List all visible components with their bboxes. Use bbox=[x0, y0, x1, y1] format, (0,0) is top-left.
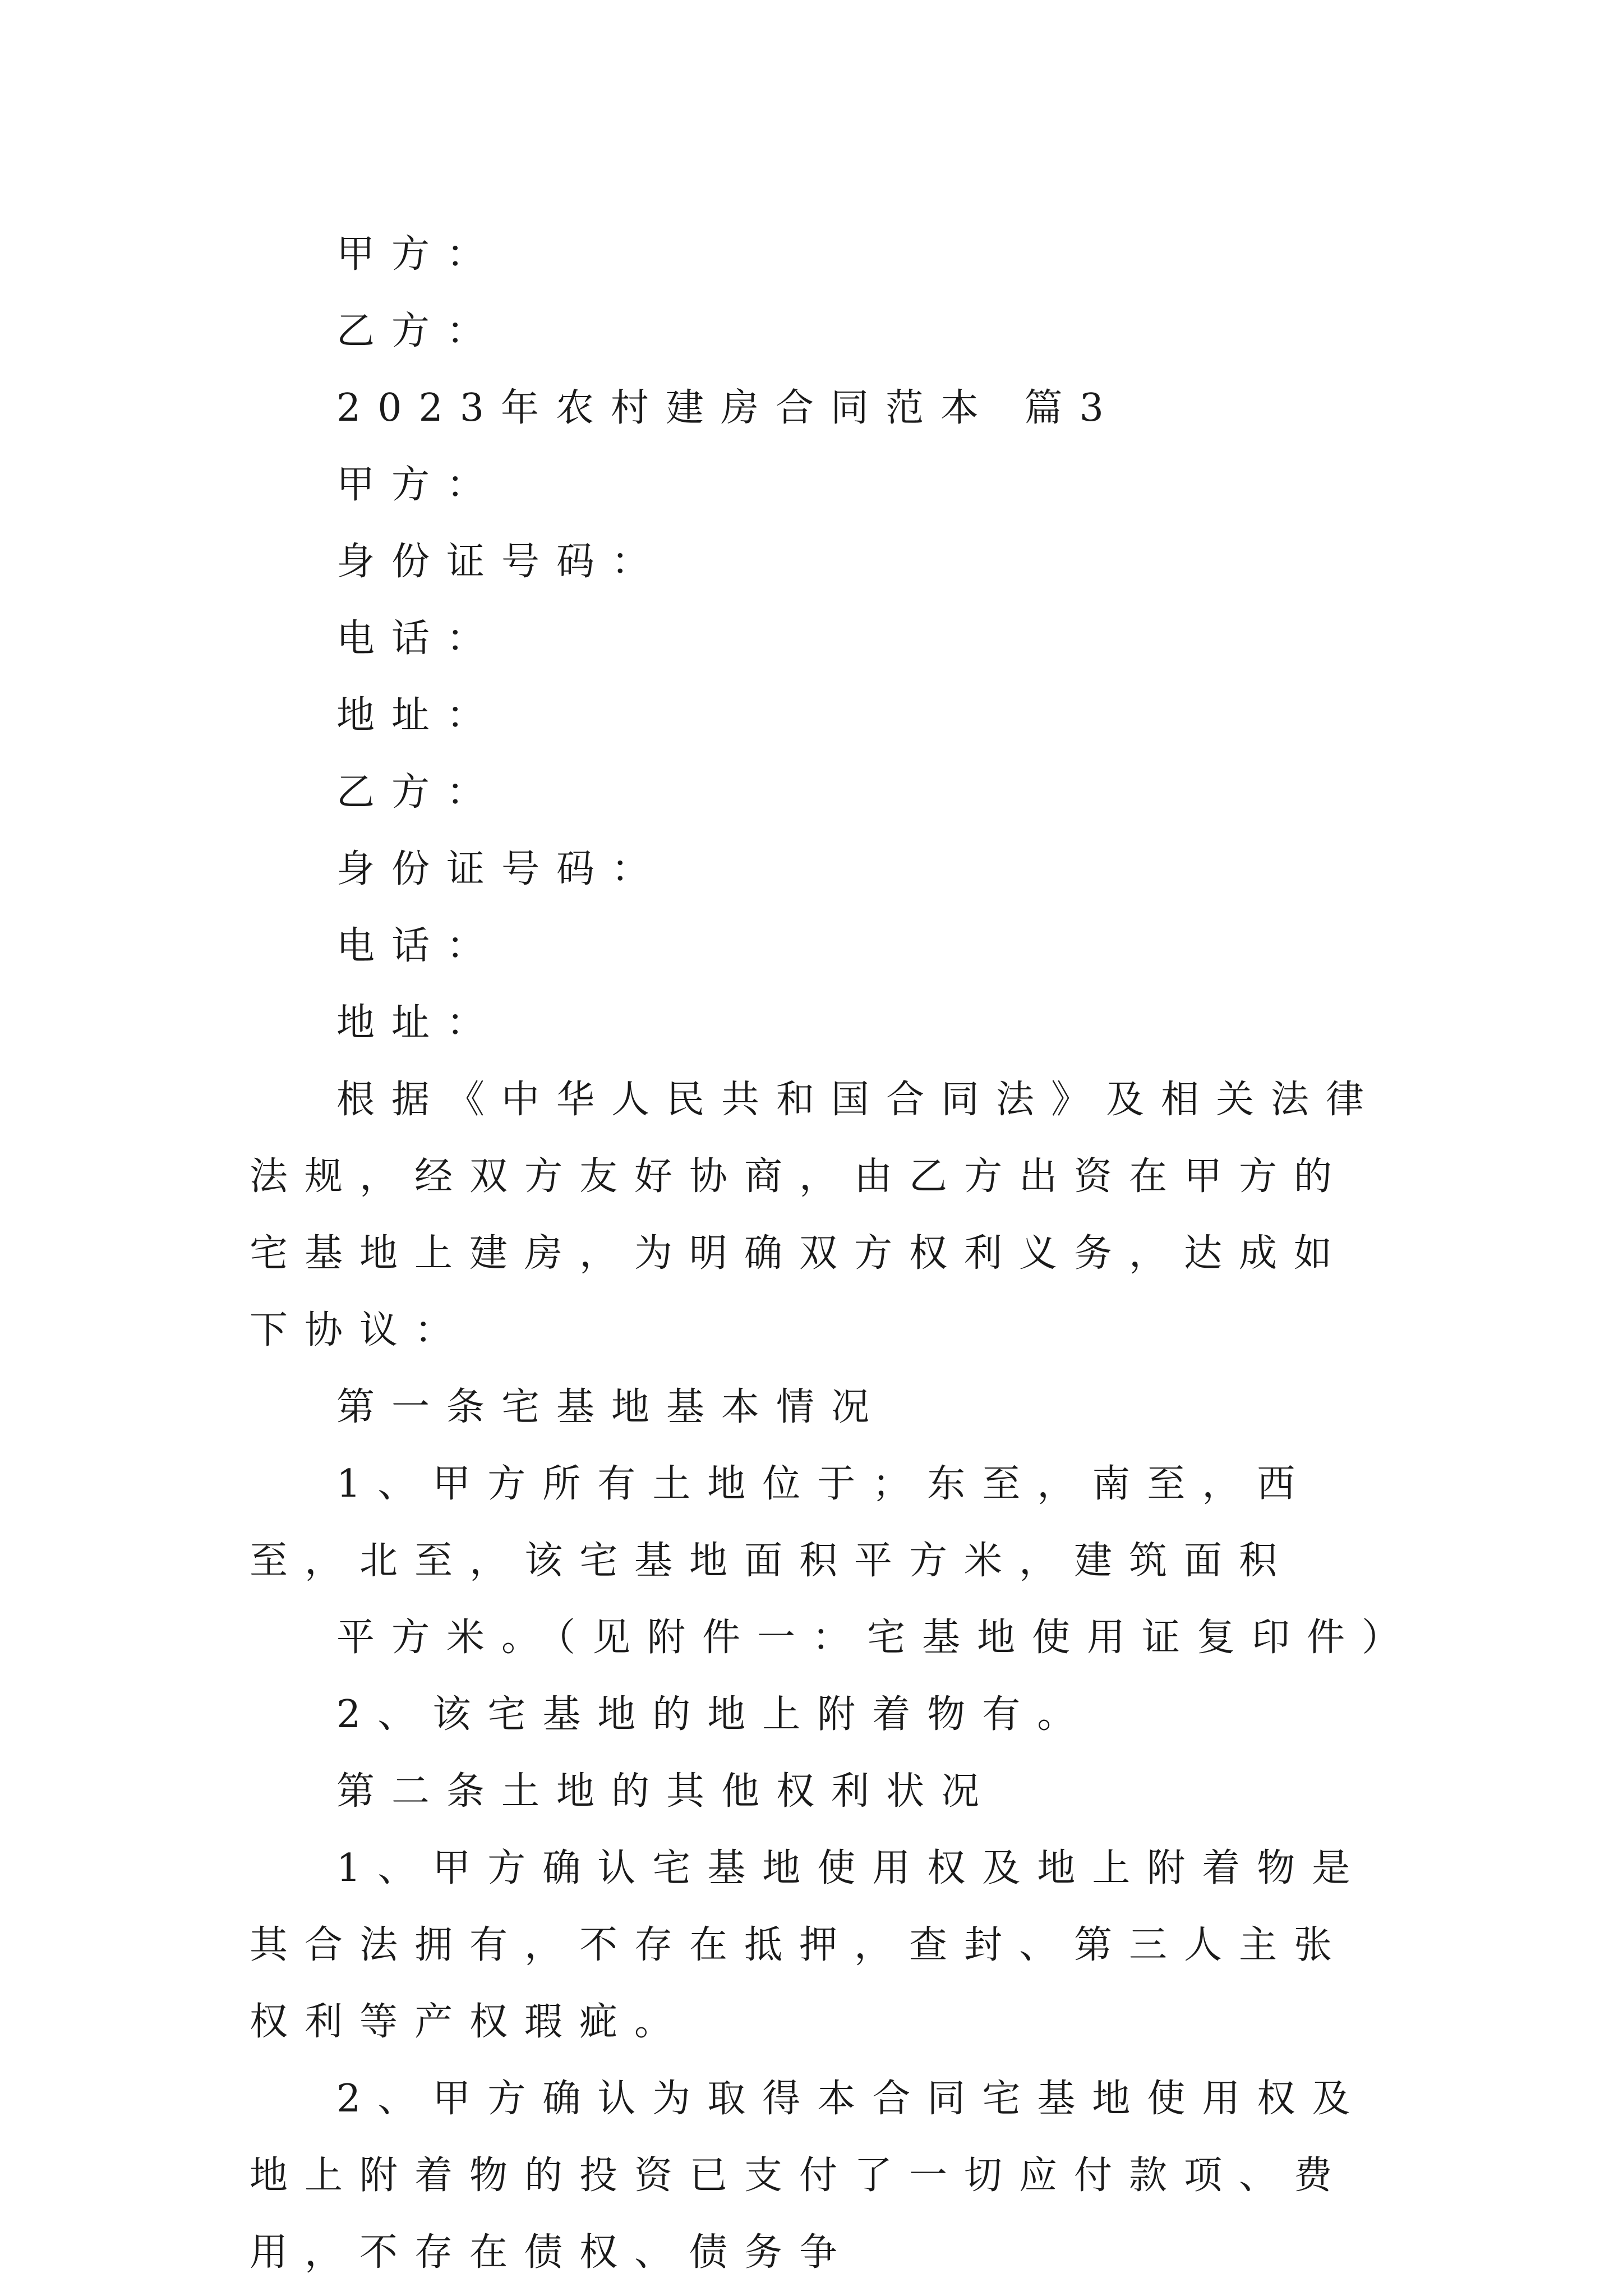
party-a-field: 甲方： bbox=[336, 463, 502, 507]
party-a-phone-field: 电话： bbox=[336, 616, 502, 661]
intro-paragraph: 根据《中华人民共和国合同法》及相关法律法规，经双方友好协商，由乙方出资在甲方的宅基地上建房，为明确双方权利义务，达成如下协议： bbox=[250, 1078, 1381, 1352]
article-1-item-1-continued: 平方米。（见附件一：宅基地使用证复印件） bbox=[336, 1616, 1417, 1660]
party-a-label: 甲方： bbox=[336, 232, 502, 277]
article-2-item-1: 1、甲方确认宅基地使用权及地上附着物是其合法拥有，不存在抵押，查封、第三人主张权利等产权瑕疵。 bbox=[250, 1846, 1367, 2044]
party-b-label: 乙方： bbox=[336, 309, 502, 353]
article-1-item-1: 1、甲方所有土地位于；东至，南至，西至，北至，该宅基地面积平方米，建筑面积 bbox=[250, 1462, 1312, 1583]
section-heading: 2023年农村建房合同范本 篇3 bbox=[336, 386, 1121, 430]
party-a-address-field: 地址： bbox=[336, 693, 502, 738]
party-a-id-field: 身份证号码： bbox=[336, 540, 667, 584]
party-b-address-field: 地址： bbox=[336, 1001, 502, 1045]
article-1-item-2: 2、该宅基地的地上附着物有。 bbox=[336, 1692, 1092, 1737]
article-2-title: 第二条土地的其他权利状况 bbox=[336, 1769, 997, 1814]
document-body bbox=[250, 216, 1417, 2291]
article-2-item-2: 2、甲方确认为取得本合同宅基地使用权及地上附着物的投资已支付了一切应付款项、费用，不存在债权、债务争 bbox=[250, 2077, 1367, 2275]
party-b-phone-field: 电话： bbox=[336, 924, 502, 968]
article-1-title: 第一条宅基地基本情况 bbox=[336, 1385, 887, 1429]
party-b-field: 乙方： bbox=[336, 770, 502, 815]
party-b-id-field: 身份证号码： bbox=[336, 847, 667, 891]
